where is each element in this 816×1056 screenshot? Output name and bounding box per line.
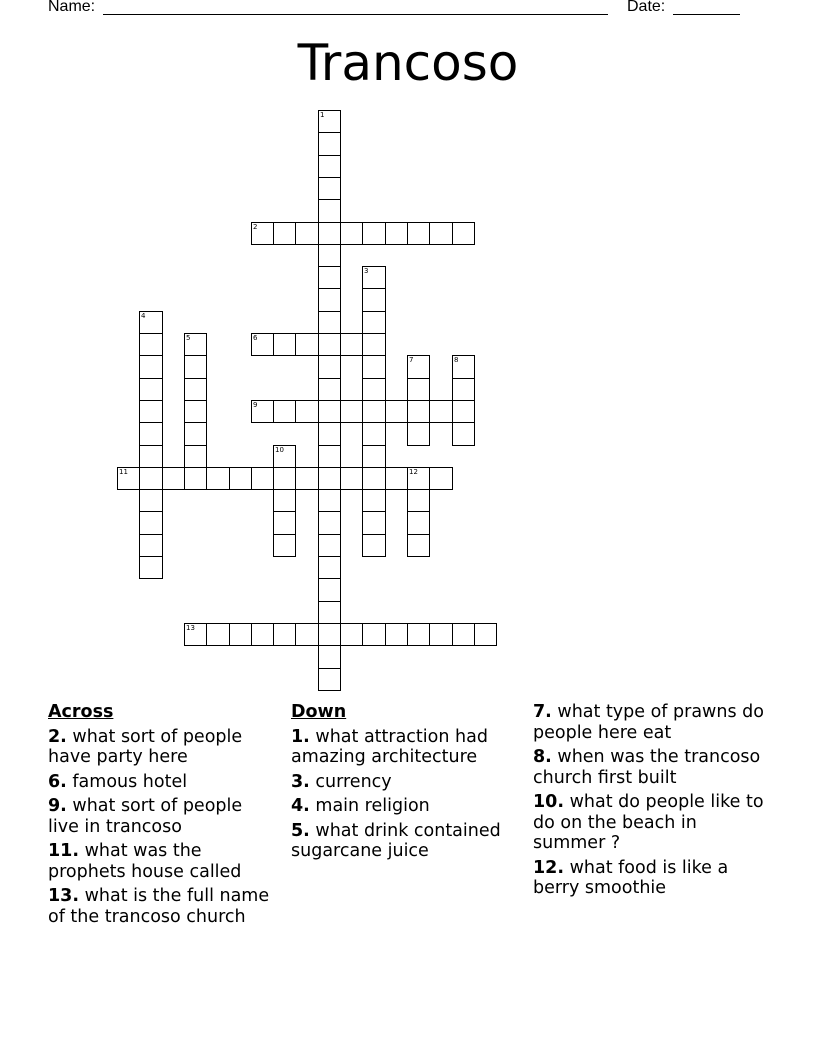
grid-cell[interactable] bbox=[362, 288, 386, 312]
grid-cell[interactable] bbox=[295, 222, 319, 245]
clue-number: 2 bbox=[253, 223, 258, 231]
clue-number: 3 bbox=[364, 267, 369, 275]
grid-cell[interactable] bbox=[273, 623, 296, 646]
grid-cell[interactable] bbox=[318, 266, 341, 289]
grid-cell[interactable] bbox=[385, 222, 408, 245]
grid-cell[interactable] bbox=[318, 556, 341, 579]
grid-cell[interactable] bbox=[318, 222, 341, 245]
grid-cell[interactable] bbox=[318, 489, 341, 512]
clue-number-label: 3. bbox=[291, 771, 310, 792]
clue-text: what do people like to do on the beach in summer ? bbox=[533, 792, 764, 853]
name-label: Name: bbox=[48, 0, 96, 15]
clue-text: what attraction had amazing architecture bbox=[291, 726, 488, 767]
grid-cell[interactable] bbox=[184, 623, 207, 646]
grid-cell[interactable] bbox=[407, 355, 430, 379]
grid-cell[interactable] bbox=[251, 467, 274, 490]
grid-cell[interactable] bbox=[139, 355, 163, 379]
down-clue bbox=[291, 796, 516, 817]
clue-number: 12 bbox=[409, 468, 418, 476]
grid-cell[interactable] bbox=[318, 511, 341, 535]
grid-cell[interactable] bbox=[318, 177, 341, 200]
across-clue bbox=[48, 886, 273, 927]
clue-number: 6 bbox=[253, 334, 258, 342]
grid-cell[interactable] bbox=[139, 489, 163, 512]
down-clue-list bbox=[291, 727, 516, 862]
grid-cell[interactable] bbox=[318, 623, 341, 646]
grid-cell[interactable] bbox=[385, 400, 408, 423]
grid-cell[interactable] bbox=[273, 333, 296, 356]
grid-cell[interactable] bbox=[362, 378, 386, 401]
clue-number-label: 11. bbox=[48, 841, 80, 861]
grid-cell[interactable] bbox=[295, 623, 319, 646]
grid-cell[interactable] bbox=[139, 422, 163, 446]
grid-cell[interactable] bbox=[184, 467, 207, 490]
grid-cell[interactable] bbox=[184, 400, 207, 423]
grid-cell[interactable] bbox=[429, 222, 453, 245]
clue-text: what sort of people have party here bbox=[48, 726, 243, 767]
header-line bbox=[0, 0, 816, 18]
grid-cell[interactable] bbox=[318, 155, 341, 178]
grid-cell[interactable] bbox=[318, 422, 341, 446]
grid-cell[interactable] bbox=[273, 445, 296, 468]
grid-cell[interactable] bbox=[340, 400, 363, 423]
grid-cell[interactable] bbox=[184, 422, 207, 446]
clue-text: what sort of people live in trancoso bbox=[48, 796, 243, 837]
clue-number: 7 bbox=[409, 356, 414, 364]
clue-text: when was the trancoso church first built bbox=[533, 747, 761, 788]
across-clue bbox=[48, 796, 273, 837]
down-heading: Down bbox=[291, 702, 347, 722]
clue-column-across bbox=[48, 702, 273, 931]
grid-cell[interactable] bbox=[139, 556, 163, 579]
grid-cell[interactable] bbox=[318, 601, 341, 624]
grid-cell[interactable] bbox=[184, 445, 207, 468]
grid-cell[interactable] bbox=[318, 199, 341, 223]
clue-number-label: 1. bbox=[291, 726, 310, 747]
down-clue bbox=[533, 702, 768, 743]
clue-text: what type of prawns do people here eat bbox=[533, 702, 764, 743]
down-clue bbox=[291, 772, 516, 793]
down-clue bbox=[533, 747, 768, 788]
clue-number-label: 6. bbox=[48, 771, 67, 792]
clue-number: 4 bbox=[141, 312, 146, 320]
grid-cell[interactable] bbox=[295, 467, 319, 490]
grid-cell[interactable] bbox=[139, 534, 163, 557]
grid-cell[interactable] bbox=[452, 623, 475, 646]
grid-cell[interactable] bbox=[139, 511, 163, 535]
grid-cell[interactable] bbox=[362, 489, 386, 512]
grid-cell[interactable] bbox=[318, 578, 341, 602]
clue-number-label: 4. bbox=[291, 796, 310, 816]
grid-cell[interactable] bbox=[452, 378, 475, 401]
across-heading: Across bbox=[48, 702, 114, 722]
down-clue bbox=[533, 792, 768, 854]
clue-text: main religion bbox=[309, 796, 430, 816]
grid-cell[interactable] bbox=[318, 400, 341, 423]
grid-cell[interactable] bbox=[318, 355, 341, 379]
grid-cell[interactable] bbox=[452, 222, 475, 245]
clue-number-label: 10. bbox=[533, 792, 565, 812]
clue-number: 8 bbox=[454, 356, 459, 364]
clue-number: 10 bbox=[275, 446, 284, 454]
clue-number-label: 12. bbox=[533, 857, 565, 878]
grid-cell[interactable] bbox=[206, 467, 230, 490]
clue-text: what food is like a berry smoothie bbox=[533, 857, 729, 898]
grid-cell[interactable] bbox=[407, 467, 430, 490]
grid-cell[interactable] bbox=[407, 623, 430, 646]
grid-cell[interactable] bbox=[295, 400, 319, 423]
grid-cell[interactable] bbox=[273, 467, 296, 490]
grid-cell[interactable] bbox=[273, 511, 296, 535]
grid-cell[interactable] bbox=[362, 400, 386, 423]
grid-cell[interactable] bbox=[117, 467, 140, 490]
down-clue-list-continued bbox=[533, 702, 768, 899]
grid-cell[interactable] bbox=[229, 623, 252, 646]
grid-cell[interactable] bbox=[318, 668, 341, 691]
clue-column-down-continued bbox=[533, 702, 768, 903]
grid-cell[interactable] bbox=[318, 311, 341, 334]
grid-cell[interactable] bbox=[362, 422, 386, 446]
clue-text: famous hotel bbox=[66, 771, 188, 792]
grid-cell[interactable] bbox=[318, 110, 341, 133]
grid-cell[interactable] bbox=[362, 333, 386, 356]
grid-cell[interactable] bbox=[340, 623, 363, 646]
grid-cell[interactable] bbox=[184, 333, 207, 356]
grid-cell[interactable] bbox=[318, 378, 341, 401]
grid-cell[interactable] bbox=[139, 333, 163, 356]
clue-text: what was the prophets house called bbox=[48, 841, 242, 882]
across-clue bbox=[48, 727, 273, 768]
grid-cell[interactable] bbox=[452, 400, 475, 423]
grid-cell[interactable] bbox=[407, 222, 430, 245]
date-label: Date: bbox=[627, 0, 666, 15]
clue-number: 13 bbox=[186, 624, 195, 632]
grid-cell[interactable] bbox=[385, 467, 408, 490]
down-clue bbox=[291, 727, 516, 768]
grid-cell[interactable] bbox=[251, 400, 274, 423]
grid-cell[interactable] bbox=[362, 467, 386, 490]
grid-cell[interactable] bbox=[318, 132, 341, 156]
grid-cell[interactable] bbox=[429, 400, 453, 423]
grid-cell[interactable] bbox=[452, 422, 475, 446]
clue-number: 1 bbox=[320, 111, 325, 119]
grid-cell[interactable] bbox=[273, 489, 296, 512]
grid-cell[interactable] bbox=[407, 489, 430, 512]
grid-cell[interactable] bbox=[139, 311, 163, 334]
grid-cell[interactable] bbox=[251, 623, 274, 646]
grid-cell[interactable] bbox=[340, 333, 363, 356]
grid-cell[interactable] bbox=[362, 222, 386, 245]
grid-cell[interactable] bbox=[184, 355, 207, 379]
name-entry-line[interactable] bbox=[103, 14, 608, 15]
grid-cell[interactable] bbox=[273, 534, 296, 557]
clue-text: what drink contained sugarcane juice bbox=[291, 820, 501, 861]
grid-cell[interactable] bbox=[407, 400, 430, 423]
grid-cell[interactable] bbox=[139, 445, 163, 468]
grid-cell[interactable] bbox=[362, 445, 386, 468]
date-entry-line[interactable] bbox=[673, 14, 740, 15]
grid-cell[interactable] bbox=[206, 623, 230, 646]
grid-cell[interactable] bbox=[318, 445, 341, 468]
clue-number: 11 bbox=[119, 468, 128, 476]
clue-number: 9 bbox=[253, 401, 258, 409]
clue-text: what is the full name of the trancoso church bbox=[48, 886, 270, 927]
grid-cell[interactable] bbox=[340, 222, 363, 245]
grid-cell[interactable] bbox=[318, 244, 341, 267]
down-clue bbox=[291, 821, 516, 862]
across-clue-list bbox=[48, 727, 273, 928]
grid-cell[interactable] bbox=[362, 355, 386, 379]
grid-cell[interactable] bbox=[318, 534, 341, 557]
grid-cell[interactable] bbox=[407, 534, 430, 557]
clue-number-label: 13. bbox=[48, 886, 80, 906]
grid-cell[interactable] bbox=[273, 400, 296, 423]
clue-number-label: 5. bbox=[291, 820, 310, 841]
grid-cell[interactable] bbox=[407, 511, 430, 535]
down-clue bbox=[533, 858, 768, 899]
grid-cell[interactable] bbox=[295, 333, 319, 356]
grid-cell[interactable] bbox=[229, 467, 252, 490]
grid-cell[interactable] bbox=[362, 266, 386, 289]
grid-cell[interactable] bbox=[251, 222, 274, 245]
grid-cell[interactable] bbox=[362, 534, 386, 557]
grid-cell[interactable] bbox=[362, 511, 386, 535]
grid-cell[interactable] bbox=[318, 645, 341, 669]
across-clue bbox=[48, 841, 273, 882]
grid-cell[interactable] bbox=[139, 378, 163, 401]
grid-cell[interactable] bbox=[474, 623, 497, 646]
grid-cell[interactable] bbox=[184, 378, 207, 401]
grid-cell[interactable] bbox=[362, 311, 386, 334]
clue-column-down bbox=[291, 702, 516, 866]
grid-cell[interactable] bbox=[429, 623, 453, 646]
clue-number-label: 8. bbox=[533, 747, 552, 767]
clue-number-label: 2. bbox=[48, 726, 67, 747]
grid-cell[interactable] bbox=[318, 288, 341, 312]
grid-cell[interactable] bbox=[407, 378, 430, 401]
grid-cell[interactable] bbox=[251, 333, 274, 356]
grid-cell[interactable] bbox=[452, 355, 475, 379]
puzzle-title: Trancoso bbox=[297, 34, 519, 92]
grid-cell[interactable] bbox=[362, 623, 386, 646]
grid-cell[interactable] bbox=[340, 467, 363, 490]
clue-number-label: 7. bbox=[533, 702, 552, 722]
grid-cell[interactable] bbox=[318, 333, 341, 356]
grid-cell[interactable] bbox=[139, 400, 163, 423]
grid-cell[interactable] bbox=[273, 222, 296, 245]
grid-cell[interactable] bbox=[318, 467, 341, 490]
grid-cell[interactable] bbox=[139, 467, 163, 490]
clue-number: 5 bbox=[186, 334, 191, 342]
grid-cell[interactable] bbox=[429, 467, 453, 490]
clue-text: currency bbox=[309, 771, 392, 792]
grid-cell[interactable] bbox=[162, 467, 185, 490]
across-clue bbox=[48, 772, 273, 793]
clue-number-label: 9. bbox=[48, 796, 67, 816]
grid-cell[interactable] bbox=[385, 623, 408, 646]
grid-cell[interactable] bbox=[407, 422, 430, 446]
